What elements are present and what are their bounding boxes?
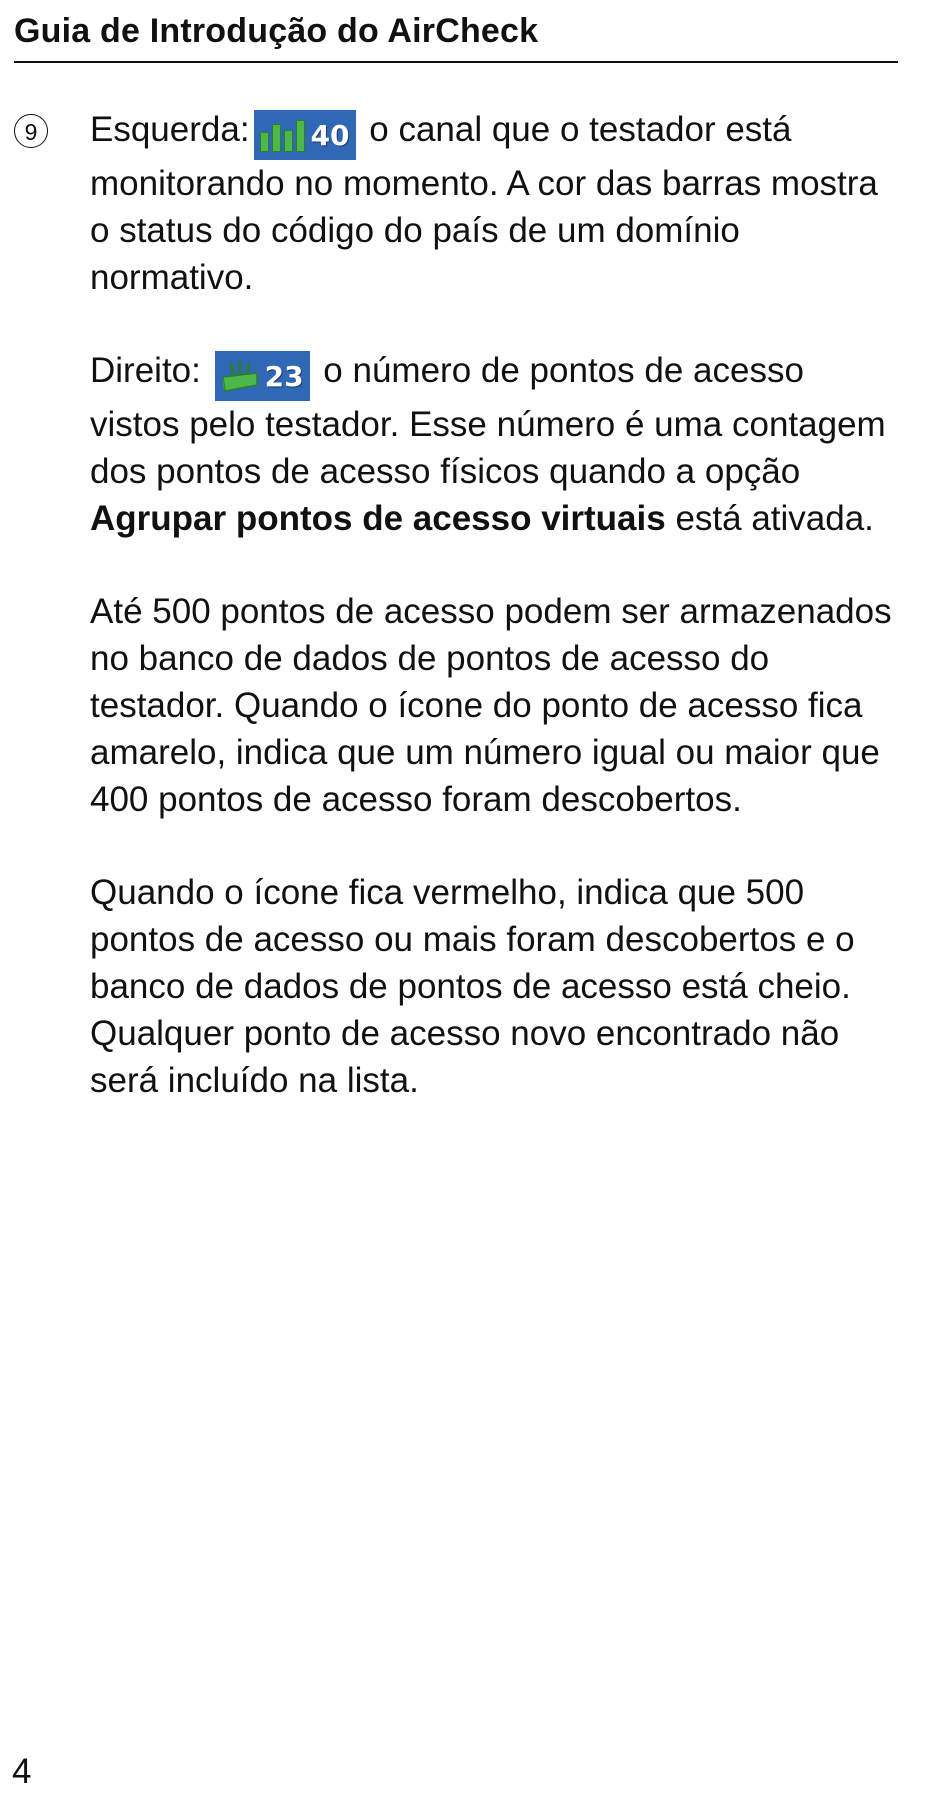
channel-bars — [260, 118, 305, 152]
right-text-after: está ativada. — [665, 499, 874, 538]
channel-bars-icon — [254, 110, 356, 160]
paragraph-full: Quando o ícone fica vermelho, indica que 500 pontos de acesso ou mais foram descobertos e o banco de dados de pontos de acesso está cheio. Qualquer ponto de acesso novo encontrado não será incluído na lista. — [90, 873, 855, 1100]
page-header-title: Guia de Introdução do AirCheck — [14, 12, 539, 50]
main-content — [90, 106, 900, 1150]
right-bold-option: Agrupar pontos de acesso virtuais — [90, 499, 666, 538]
paragraph-left — [90, 106, 900, 301]
right-label: Direito: — [90, 351, 201, 390]
step-number-badge: 9 — [14, 114, 48, 148]
router-icon — [221, 359, 259, 393]
channel-bar-1 — [260, 132, 269, 152]
access-point-value: 23 — [264, 359, 304, 393]
left-label: Esquerda: — [90, 110, 250, 149]
paragraph-right — [90, 347, 900, 542]
channel-value: 40 — [310, 118, 350, 152]
channel-bar-2 — [272, 124, 281, 152]
channel-bar-3 — [284, 130, 293, 152]
channel-bar-4 — [296, 120, 305, 152]
left-text: o canal que o testador está monitorando no momento. A cor das barras mostra o status do código do país de um domínio normativo. — [90, 110, 878, 297]
right-text-before: o número de pontos de acesso vistos pelo testador. Esse número é uma contagem dos pontos de acesso físicos quando a opção — [90, 351, 886, 491]
page-header — [14, 12, 898, 63]
page-number: 4 — [12, 1752, 32, 1791]
paragraph-database: Até 500 pontos de acesso podem ser armazenados no banco de dados de pontos de acesso do testador. Quando o ícone do ponto de acesso fica amarelo, indica que um número igual ou maior que 400 pontos de acesso foram descobertos. — [90, 592, 892, 819]
access-point-icon — [215, 351, 310, 401]
